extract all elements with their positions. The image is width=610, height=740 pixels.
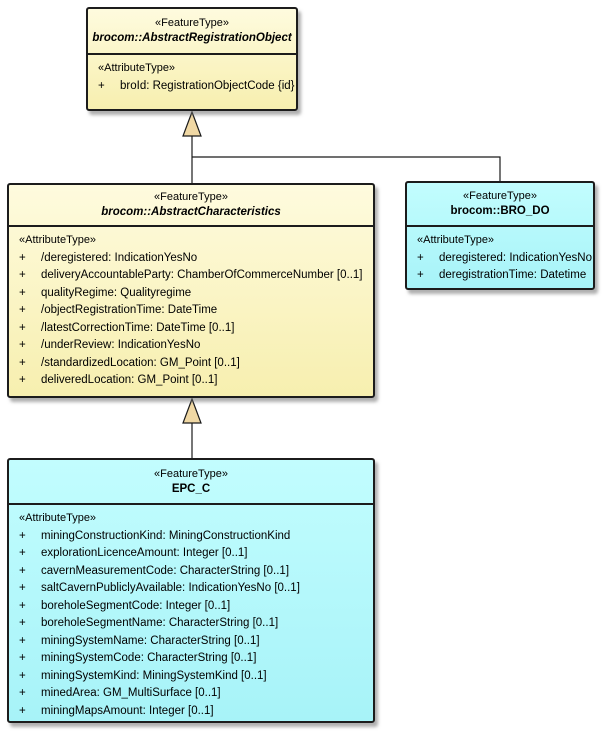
class-name: EPC_C [171,482,211,495]
attribute-text: saltCavernPubliclyAvailable: IndicationYesNo [0..1] [41,582,300,594]
attribute-visibility: + [19,304,26,316]
attribute-stereotype: «AttributeType» [98,62,176,74]
class-name: brocom::AbstractRegistrationObject [92,32,292,44]
attribute-row[interactable] [98,78,295,96]
attribute-row[interactable] [19,320,369,338]
attribute-stereotype: «AttributeType» [19,512,97,524]
attribute-visibility: + [98,79,105,92]
attribute-row[interactable] [19,598,369,616]
attribute-row[interactable] [19,668,369,686]
attribute-text: explorationLicenceAmount: Integer [0..1] [41,547,248,559]
attribute-text: broId: RegistrationObjectCode {id} [120,79,295,92]
attribute-row[interactable] [19,633,369,651]
class-title-compartment [9,185,373,227]
class-attributes-compartment [88,55,296,95]
attribute-stereotype: «AttributeType» [417,234,495,246]
attribute-text: minedArea: GM_MultiSurface [0..1] [41,687,221,699]
attribute-visibility: + [19,286,26,299]
attribute-text: miningSystemCode: CharacterString [0..1] [41,652,257,664]
attribute-visibility: + [19,547,26,559]
attribute-row[interactable] [19,563,369,581]
class-box-bro-do[interactable] [405,181,595,290]
class-stereotype: «FeatureType» [463,190,537,202]
attribute-visibility: + [19,251,26,264]
attribute-text: cavernMeasurementCode: CharacterString [0..1] [41,564,290,577]
attribute-text: /standardizedLocation: GM_Point [0..1] [41,356,240,369]
attribute-text: deliveredLocation: GM_Point [0..1] [41,374,218,386]
attribute-row[interactable] [19,267,369,285]
attribute-row[interactable] [19,250,369,268]
class-stereotype: «FeatureType» [154,467,228,480]
attribute-visibility: + [19,564,26,577]
attribute-row[interactable] [19,615,369,633]
attribute-row[interactable] [19,580,369,598]
attribute-text: miningSystemKind: MiningSystemKind [0..1] [41,669,267,682]
attribute-visibility: + [417,251,424,264]
attribute-text: boreholeSegmentCode: Integer [0..1] [41,599,231,612]
attribute-row[interactable] [19,685,369,703]
attribute-row[interactable] [19,650,369,668]
class-title-compartment [407,183,593,227]
attribute-row[interactable] [19,545,369,563]
class-box-abstract-characteristics[interactable] [7,183,375,398]
attribute-stereotype: «AttributeType» [19,234,97,246]
attribute-visibility: + [19,374,26,386]
attribute-row[interactable] [19,302,369,320]
class-attributes-compartment [9,505,373,720]
attribute-visibility: + [417,269,424,281]
class-name: brocom::AbstractCharacteristics [101,206,281,218]
attribute-text: /objectRegistrationTime: DateTime [41,304,218,316]
attribute-visibility: + [19,634,26,647]
class-stereotype: «FeatureType» [154,191,228,203]
attribute-visibility: + [19,617,26,629]
attribute-text: qualityRegime: Qualityregime [41,286,192,299]
attribute-visibility: + [19,339,26,351]
attribute-text: miningSystemName: CharacterString [0..1] [41,634,260,647]
attribute-text: /latestCorrectionTime: DateTime [0..1] [41,321,235,334]
attribute-text: boreholeSegmentName: CharacterString [0..1] [41,617,279,629]
attribute-row[interactable] [19,337,369,355]
attribute-row[interactable] [417,267,589,285]
generalization-arrowhead-middle[interactable] [183,399,201,423]
class-box-abstract-registration-object[interactable] [86,7,298,111]
class-title-compartment [88,9,296,55]
attribute-text: deregistered: IndicationYesNo [439,251,593,264]
attribute-row[interactable] [19,703,369,721]
class-name: brocom::BRO_DO [450,205,550,217]
attribute-visibility: + [19,687,26,699]
attribute-text: deliveryAccountableParty: ChamberOfCommerceNumber [0..1] [41,269,363,281]
attribute-visibility: + [19,582,26,594]
attribute-text: miningMapsAmount: Integer [0..1] [41,704,214,717]
attribute-visibility: + [19,652,26,664]
class-title-compartment [9,460,373,505]
attribute-text: miningConstructionKind: MiningConstructionKind [41,529,291,542]
generalization-line-bro-do[interactable] [192,157,500,181]
attribute-visibility: + [19,529,26,542]
attribute-visibility: + [19,704,26,717]
attribute-text: /deregistered: IndicationYesNo [41,251,198,264]
attribute-visibility: + [19,321,26,334]
generalization-arrowhead-top[interactable] [183,112,201,136]
attribute-row[interactable] [19,285,369,303]
attribute-row[interactable] [417,250,593,268]
attribute-row[interactable] [19,528,369,546]
attribute-text: deregistrationTime: Datetime [439,269,587,281]
attribute-row[interactable] [19,355,369,373]
class-box-epc-c[interactable] [7,458,375,723]
class-stereotype: «FeatureType» [155,17,229,29]
attribute-visibility: + [19,669,26,682]
attribute-row[interactable] [19,372,369,390]
attribute-visibility: + [19,356,26,369]
attribute-visibility: + [19,269,26,281]
attribute-text: /underReview: IndicationYesNo [41,339,201,351]
class-attributes-compartment [9,227,373,390]
class-attributes-compartment [407,227,593,285]
attribute-visibility: + [19,599,26,612]
